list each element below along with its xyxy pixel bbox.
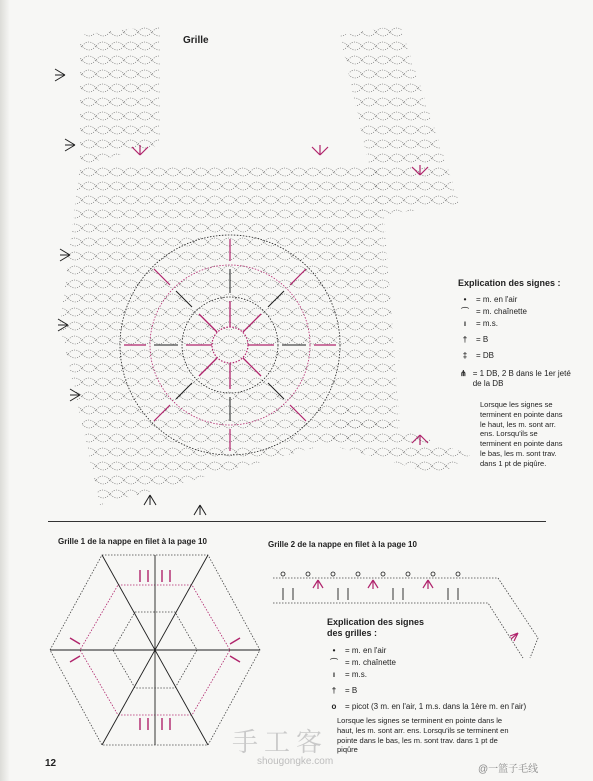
page-edge xyxy=(0,0,10,781)
legend-label: = m. chaînette xyxy=(476,307,527,317)
legend-label: = B xyxy=(476,335,489,345)
main-legend xyxy=(458,278,573,391)
grids-legend-title: Explication des signes des grilles : xyxy=(327,617,425,639)
legend-label: = DB xyxy=(476,351,495,361)
legend-row-treble xyxy=(327,686,527,696)
mesh-tail xyxy=(330,405,470,475)
bar-icon: ı xyxy=(463,319,467,329)
mesh-top-left xyxy=(80,25,160,165)
legend-row-picot xyxy=(327,702,527,712)
fan-icon: ⋔ xyxy=(460,369,467,379)
mesh-body xyxy=(60,165,400,505)
legend-label: = m. chaînette xyxy=(345,657,396,667)
credit-handle: @一篮子毛线 xyxy=(478,764,539,775)
grid1-title: Grille 1 de la nappe en filet à la page 10 xyxy=(58,537,207,546)
legend-label: = m. en l'air xyxy=(476,295,518,305)
legend-row-slip xyxy=(327,658,527,668)
main-diagram-title: Grille xyxy=(183,35,209,46)
arc-icon: ⌒ xyxy=(330,657,338,667)
dagger-icon: † xyxy=(331,685,337,695)
grids-legend-note: Lorsque les signes se terminent en pointe dans le haut, les m. sont arr. ens. Lorsqu'ils se terminent en pointe dans le bas, les m. sont trav. dans 1 pt de piqûre xyxy=(337,716,509,755)
legend-label: = m.s. xyxy=(345,669,368,679)
legend-row-double xyxy=(458,351,573,361)
legend-label: = picot (3 m. en l'air, 1 m.s. dans la 1ère m. en l'air) xyxy=(345,701,527,711)
picot-icon: o xyxy=(331,701,337,711)
main-legend-note: Lorsque les signes se terminent en pointe dans le haut, les m. sont arr. ens. Lorsqu'ils se terminent en pointe dans le bas, les m. sont trav. dans 1 pt de piqûre. xyxy=(480,400,563,468)
legend-row-chain xyxy=(458,295,573,305)
legend-row-chain xyxy=(327,646,527,656)
double-dagger-icon: ‡ xyxy=(462,351,468,361)
legend-label: = m.s. xyxy=(476,319,499,329)
main-legend-title: Explication des signes : xyxy=(458,278,561,288)
bar-icon: ı xyxy=(332,669,336,679)
watermark-logo: 手工客 xyxy=(232,727,329,757)
main-crochet-diagram xyxy=(40,25,490,525)
legend-row-slip xyxy=(458,307,573,317)
legend-label: = m. en l'air xyxy=(345,645,387,655)
legend-row-treble xyxy=(458,335,573,345)
grids-legend xyxy=(327,617,527,714)
watermark-url: shougongke.com xyxy=(257,756,334,767)
legend-label: = 1 DB, 2 B dans le 1er jeté de la DB xyxy=(472,369,571,389)
legend-row-single xyxy=(327,670,527,680)
legend-row-cluster xyxy=(458,369,573,389)
dot-icon: • xyxy=(463,295,467,305)
legend-row-single xyxy=(458,319,573,329)
arc-icon: ⌒ xyxy=(461,307,469,317)
dot-icon: • xyxy=(332,645,336,655)
page-number: 12 xyxy=(45,758,57,769)
legend-label: = B xyxy=(345,685,358,695)
dagger-icon: † xyxy=(462,335,468,345)
grid2-title: Grille 2 de la nappe en filet à la page 10 xyxy=(268,540,417,549)
section-divider xyxy=(48,521,546,522)
